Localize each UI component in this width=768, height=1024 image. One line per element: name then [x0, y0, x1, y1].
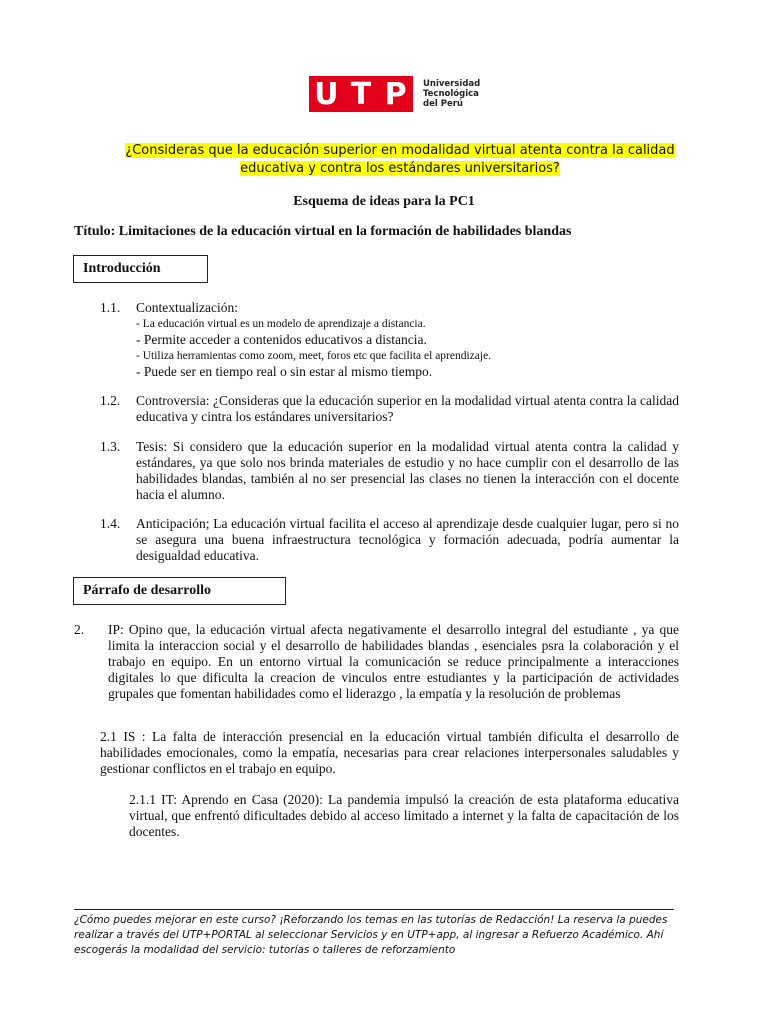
essay-title: Título: Limitaciones de la educación virtual en la formación de habilidades blandas [74, 224, 572, 239]
logo-line-2: Tecnológica [423, 89, 479, 99]
item-1-bullet-4: - Puede ser en tiempo real o sin estar al mismo tiempo. [136, 364, 433, 379]
development-heading: Párrafo de desarrollo [83, 583, 212, 598]
item-2-controversy: Controversia: ¿Consideras que la educación superior en la modalidad virtual atenta contra la calidad educativa y cintra los estándares universitarios? [136, 393, 679, 424]
logo-line-3: del Perú [423, 99, 463, 109]
item-3-number: 1.3. [100, 439, 121, 454]
footer-divider [74, 909, 674, 910]
item-2-number: 1.2. [100, 393, 121, 408]
item-4-anticipation: Anticipación; La educación virtual facilita el acceso al aprendizaje desde cualquier lugar, pero si no se asegura una buena infraestructura tecnológica y formación adecuada, podría aumentar la desigualdad educativa. [136, 516, 679, 563]
dev-secondary-idea: 2.1 IS : La falta de interacción presencial en la educación virtual también dificulta el desarrollo de habilidades emocionales, como la empatía, necesarias para crear relaciones interpersonales saludables y gestionar conflictos en el trabajo en equipo. [100, 729, 679, 776]
intro-heading: Introducción [83, 261, 161, 276]
footer-note: ¿Cómo puedes mejorar en este curso? ¡Reforzando los temas en las tutorías de Redacción! La reserva la puedes realizar a través del UTP+PORTAL al seleccionar Servicios y en UTP+app, al ingresar a Refuerzo Académico. Ahí escogerás la modalidad del servicio: tutorías o talleres de reforzamiento [74, 914, 668, 956]
logo-wordmark [423, 79, 480, 109]
question-highlight: ¿Consideras que la educación superior en modalidad virtual atenta contra la calidad educativa y contra los estándares universitarios? [125, 143, 675, 176]
item-1-label: Contextualización: [136, 300, 238, 315]
item-1-bullet-2: - Permite acceder a contenidos educativos a distancia. [136, 332, 427, 347]
item-1-bullet-1: - La educación virtual es un modelo de aprendizaje a distancia. [136, 318, 426, 330]
utp-logo [309, 76, 480, 112]
item-1-number: 1.1. [100, 300, 121, 315]
schema-heading: Esquema de ideas para la PC1 [293, 194, 475, 209]
guiding-question [100, 142, 700, 178]
development-heading-box [73, 577, 286, 605]
item-4-number: 1.4. [100, 516, 121, 531]
dev-tertiary-idea: 2.1.1 IT: Aprendo en Casa (2020): La pandemia impulsó la creación de esta plataforma educativa virtual, que enfrentó dificultades debido al acceso limitado a internet y la falta de capacitación de los docentes. [129, 792, 679, 839]
logo-letter-u: U [314, 76, 339, 112]
intro-heading-box [73, 255, 208, 283]
dev-main-idea: IP: Opino que, la educación virtual afecta negativamente el desarrollo integral del estudiante , ya que limita la interaccion social y el desarrollo de habilidades blandas , esenciales psra la colaboración y el trabajo en equipo. En un entorno virtual la comunicación se reduce principalmente a interacciones digitales lo que dificulta la creacion de vinculos entre estudiantes y la participación de actividades grupales que fomentan habilidades como el liderazgo , la empatía y la resolución de problemas [108, 622, 679, 701]
item-1-contextualization [136, 300, 679, 380]
logo-line-1: Universidad [423, 79, 481, 89]
logo-letter-t: T [350, 76, 372, 112]
logo-letter-p: P [384, 76, 407, 112]
dev-number: 2. [74, 622, 85, 637]
item-3-thesis: Tesis: Si considero que la educación superior en la modalidad virtual atenta contra la calidad y estándares, ya que solo nos brinda materiales de estudio y no hace cumplir con el desarrollo de las habilidades blandas, también al no ser presencial las clases no tienen la interacción con el docente hacia el alumno. [136, 439, 679, 502]
item-1-bullet-3: - Utiliza herramientas como zoom, meet, foros etc que facilita el aprendizaje. [136, 350, 492, 362]
utp-logo-mark [309, 76, 413, 112]
